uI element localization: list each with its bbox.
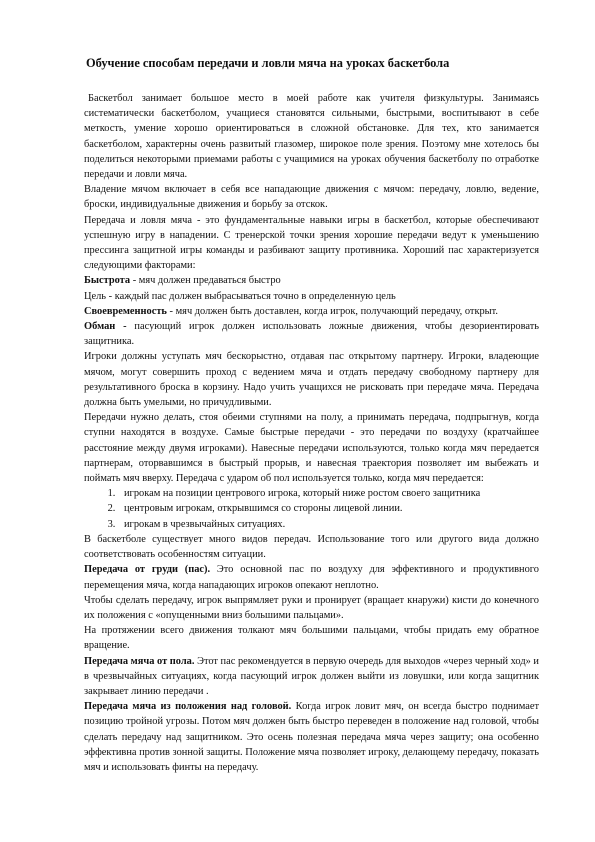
fundamentals-paragraph: Передача и ловля мяча - это фундаментальные навыки игры в баскетбол, которые обеспечивают успешную игру в нападении. С тренерской точки зрения хорошие передачи ведут к уменьшению прессинга защитной игры команды и разбивают защиту противника. Хороший пас характеризуется следующими факторами: [84,214,539,272]
factor-speed-term: Быстрота [84,275,131,287]
ball-handling-paragraph: Владение мячом включает в себя все нападающие движения с мячом: передачу, ловлю, ведение, броски, индивидуальные движения и борьбу за отскок. [84,184,539,211]
unselfish-passing-paragraph: Игроки должны уступать мяч бескорыстно, отдавая пас открытому партнеру. Игроки, владеющие мячом, могут совершить проход с ведением мяча и отдать передачу свободному партнеру для результативного броска в корзину. Надо учить учащихся не рисковать при передаче мяча. Передача должна быть умелыми, но причудливыми. [84,351,539,409]
factor-timing-term: Своевременность [84,305,167,317]
factor-target: Цель - каждый пас должен выбрасываться точно в определенную цель [84,290,396,302]
bounce-pass-list [84,486,539,532]
chest-pass-technique: Чтобы сделать передачу, игрок выпрямляет руки и пронирует (вращает кнаружи) кисти до конечного их положения с «опущенными вниз большими пальцами». [84,594,539,621]
intro-paragraph: Баскетбол занимает большое место в моей работе как учителя физкультуры. Занимаясь систематически баскетболом, учащиеся становятся сильными, быстрыми, воспитывают в себе меткость, умение хорошо ориентироваться в сложной обстановке. Для тех, кто занимается баскетболом, характерны очень развитый глазомер, широкое поле зрения. Поэтому мне хотелось бы поделиться некоторыми приемами работы с учащимися на уроках обучения баскетболу по отработке передачи и ловли мяча. [84,93,539,181]
chest-pass-text: Это основной пас по воздуху для эффективного и продуктивного перемещения мяча, когда нападающих игроков опекают неплотно. [84,564,540,591]
factor-timing-text: - мяч должен быть доставлен, когда игрок, получающий передачу, открыт. [166,305,499,317]
factor-speed-text: - мяч должен предаваться быстро [130,275,281,287]
factor-deception-text: пасующий игрок должен использовать ложные движения, чтобы дезориентировать защитника. [84,321,539,348]
chest-pass-spin: На протяжении всего движения толкают мяч большими пальцами, чтобы придать ему обратное вращение. [84,625,539,652]
factor-deception-term: Обман - [84,321,127,333]
overhead-pass-text: Когда игрок ловит мяч, он всегда быстро поднимает позицию тройной угрозы. Потом мяч должен быть быстро переведен в положение над головой, чтобы сделать передачу над защитником. Это осень полезная передача мяча через защиту; она особенно эффективна против зонной защиты. Положение мяча позволяет игроку, делающему передачу, показать мяч и использовать финты на передачу. [84,701,539,773]
overhead-pass-paragraph [84,699,539,775]
pass-variety-paragraph: В баскетболе существует много видов передач. Использование того или другого вида должно соответствовать особенностям ситуации. [84,533,539,561]
list-item: 1. игрокам на позиции центрового игрока, который ниже ростом своего защитника [118,486,539,501]
bounce-pass-paragraph [84,654,539,700]
bounce-pass-term: Передача мяча от пола. [84,655,195,667]
factor-timing [84,304,539,319]
overhead-pass-term: Передача мяча из положения над головой. [84,701,292,713]
factor-speed [84,273,539,288]
bounce-pass-text: Этот пас рекомендуется в первую очередь для выходов «через черный ход» и в чрезвычайных ситуациях, когда пасующий игрок должен выйти из ловушки, или когда защитник закрывает линию передачи . [84,655,539,697]
chest-pass-term: Передача от груди (пас). [84,564,211,576]
factor-deception [84,319,539,349]
list-item: 2. центровым игрокам, открывшимся со стороны лицевой линии. [118,501,539,516]
document-title: Обучение способам передачи и ловли мяча на уроках баскетбола [86,56,450,70]
pass-types-paragraph: Передачи нужно делать, стоя обеими ступнями на полу, а принимать передача, подпрыгнув, когда ступни находятся в воздухе. Самые быстрые передачи - это передачи по воздуху (кратчайшее расстояние между двумя игроками). Навесные передачи используются, только когда мяч передается партнерам, оторвавшимся в быстрый прорыв, и навесная траектория позволяет им выбежать и поймать мяч вверху. Передача с ударом об пол используется только, когда мяч передается: [84,412,539,485]
list-item: 3. игрокам в чрезвычайных ситуациях. [118,517,539,532]
chest-pass-paragraph [84,562,539,592]
